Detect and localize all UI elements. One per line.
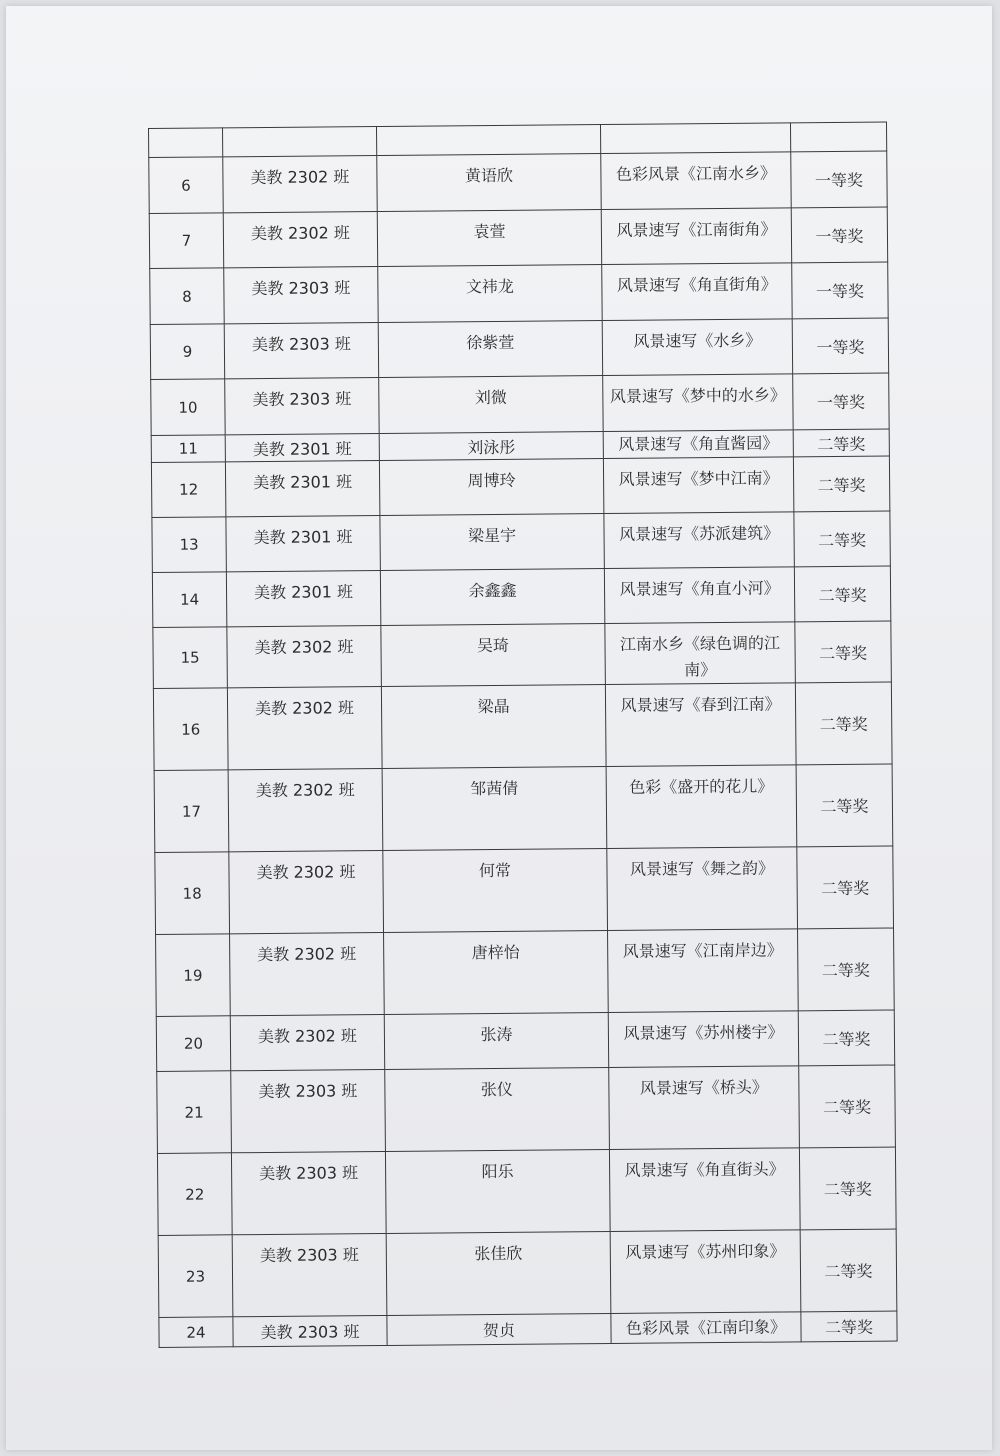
student-name: 吴琦 xyxy=(381,624,606,687)
table-row xyxy=(152,511,890,572)
student-name: 徐紫萱 xyxy=(378,321,602,378)
work-title: 风景速写《角直街头》 xyxy=(609,1148,800,1232)
student-name: 余鑫鑫 xyxy=(380,569,604,626)
student-name: 张涛 xyxy=(384,1013,608,1070)
row-number: 9 xyxy=(150,324,224,380)
class-name: 美教 2303 班 xyxy=(225,377,379,434)
work-title: 风景速写《舞之韵》 xyxy=(607,847,798,931)
header-cell xyxy=(790,122,886,152)
table-row xyxy=(154,764,893,852)
row-number: 21 xyxy=(157,1071,232,1154)
class-name: 美教 2302 班 xyxy=(223,156,377,213)
row-number: 18 xyxy=(155,852,230,935)
table-row xyxy=(151,373,889,435)
award-level: 二等奖 xyxy=(793,456,889,512)
award-level: 二等奖 xyxy=(798,928,895,1011)
class-name: 美教 2302 班 xyxy=(230,1014,384,1070)
award-level: 二等奖 xyxy=(796,764,893,847)
work-title: 风景速写《角直街角》 xyxy=(602,263,792,321)
class-name: 美教 2302 班 xyxy=(227,686,382,769)
award-level: 一等奖 xyxy=(792,318,888,374)
table-row xyxy=(159,1311,897,1347)
class-name: 美教 2302 班 xyxy=(229,850,384,933)
table-row xyxy=(150,262,888,324)
table-row xyxy=(149,151,887,213)
work-title: 风景速写《苏州印象》 xyxy=(610,1230,801,1314)
student-name: 刘微 xyxy=(379,376,603,434)
award-level: 二等奖 xyxy=(800,1229,897,1312)
student-name: 周博玲 xyxy=(379,459,603,516)
work-title: 江南水乡《绿色调的江南》 xyxy=(605,622,796,685)
work-title: 风景速写《梦中的水乡》 xyxy=(603,374,793,432)
work-title: 风景速写《水乡》 xyxy=(602,319,792,376)
table-row xyxy=(153,621,892,688)
class-name: 美教 2301 班 xyxy=(226,570,380,626)
class-name: 美教 2302 班 xyxy=(230,932,385,1015)
student-name: 阳乐 xyxy=(385,1150,610,1234)
award-level: 二等奖 xyxy=(797,846,894,929)
student-name: 何常 xyxy=(383,849,608,933)
class-name: 美教 2303 班 xyxy=(232,1233,387,1316)
document-page xyxy=(6,6,992,1450)
class-name: 美教 2303 班 xyxy=(224,322,378,378)
table-row xyxy=(153,682,892,770)
row-number: 10 xyxy=(151,379,225,436)
row-number: 12 xyxy=(151,462,225,518)
row-number: 17 xyxy=(154,770,229,853)
work-title: 风景速写《春到江南》 xyxy=(605,683,796,767)
work-title: 风景速写《角直小河》 xyxy=(604,567,794,624)
work-title: 风景速写《江南街角》 xyxy=(601,208,791,265)
work-title: 风景速写《江南岸边》 xyxy=(608,929,799,1013)
table-row xyxy=(156,1010,894,1071)
work-title: 风景速写《苏州楼宇》 xyxy=(608,1011,798,1068)
class-name: 美教 2301 班 xyxy=(226,515,380,571)
row-number: 6 xyxy=(149,157,223,214)
work-title: 色彩风景《江南水乡》 xyxy=(601,152,791,210)
class-name: 美教 2303 班 xyxy=(231,1151,386,1234)
row-number: 20 xyxy=(156,1016,230,1072)
row-number: 22 xyxy=(157,1153,232,1236)
class-name: 美教 2301 班 xyxy=(225,433,379,461)
work-title: 风景速写《角直酱园》 xyxy=(603,430,793,459)
work-title: 风景速写《苏派建筑》 xyxy=(604,512,794,569)
class-name: 美教 2301 班 xyxy=(225,460,379,516)
header-cell xyxy=(600,123,790,154)
table-row xyxy=(156,928,895,1016)
award-table xyxy=(148,122,898,1348)
award-level: 二等奖 xyxy=(799,1147,896,1230)
class-name: 美教 2302 班 xyxy=(228,768,383,851)
row-number: 7 xyxy=(149,213,223,269)
award-level: 二等奖 xyxy=(793,429,889,457)
class-name: 美教 2302 班 xyxy=(227,625,382,687)
table-row xyxy=(152,566,890,627)
row-number: 16 xyxy=(153,688,228,771)
row-number: 11 xyxy=(151,435,225,463)
student-name: 梁星宇 xyxy=(380,514,604,571)
row-number: 19 xyxy=(156,934,231,1017)
award-level: 二等奖 xyxy=(794,566,890,622)
student-name: 张佳欣 xyxy=(386,1232,611,1316)
table-row xyxy=(150,318,888,379)
table-row xyxy=(155,846,894,934)
award-level: 二等奖 xyxy=(801,1311,897,1342)
row-number: 8 xyxy=(150,268,224,325)
row-number: 13 xyxy=(152,517,226,573)
row-number: 24 xyxy=(159,1317,233,1348)
table-row xyxy=(149,207,887,268)
student-name: 袁萱 xyxy=(377,210,601,267)
award-level: 一等奖 xyxy=(791,207,887,263)
award-level: 二等奖 xyxy=(795,682,892,765)
row-number: 14 xyxy=(152,572,226,628)
work-title: 风景速写《梦中江南》 xyxy=(603,457,793,514)
class-name: 美教 2302 班 xyxy=(223,212,377,268)
table-row xyxy=(151,456,889,517)
student-name: 刘泳彤 xyxy=(379,432,603,461)
work-title: 风景速写《桥头》 xyxy=(609,1066,800,1150)
row-number: 23 xyxy=(158,1235,233,1318)
row-number: 15 xyxy=(153,627,228,689)
student-name: 唐梓怡 xyxy=(384,931,609,1015)
award-level: 一等奖 xyxy=(793,373,889,430)
award-level: 二等奖 xyxy=(799,1065,896,1148)
class-name: 美教 2303 班 xyxy=(224,267,378,324)
table-row xyxy=(157,1065,896,1153)
student-name: 贺贞 xyxy=(387,1314,611,1346)
table-row xyxy=(158,1229,897,1317)
award-level: 一等奖 xyxy=(791,151,887,208)
award-level: 一等奖 xyxy=(792,262,888,319)
student-name: 文祎龙 xyxy=(378,265,602,323)
work-title: 色彩《盛开的花儿》 xyxy=(606,765,797,849)
award-level: 二等奖 xyxy=(794,511,890,567)
header-cell xyxy=(376,125,600,156)
student-name: 邹茜倩 xyxy=(382,767,607,851)
student-name: 黄语欣 xyxy=(377,154,601,212)
student-name: 梁晶 xyxy=(381,685,606,769)
class-name: 美教 2303 班 xyxy=(233,1315,387,1346)
work-title: 色彩风景《江南印象》 xyxy=(611,1312,801,1344)
table-row xyxy=(157,1147,896,1235)
award-level: 二等奖 xyxy=(798,1010,894,1066)
class-name: 美教 2303 班 xyxy=(231,1069,386,1152)
header-cell xyxy=(149,128,223,158)
student-name: 张仪 xyxy=(385,1068,610,1152)
header-cell xyxy=(223,127,377,157)
award-level: 二等奖 xyxy=(795,621,892,683)
